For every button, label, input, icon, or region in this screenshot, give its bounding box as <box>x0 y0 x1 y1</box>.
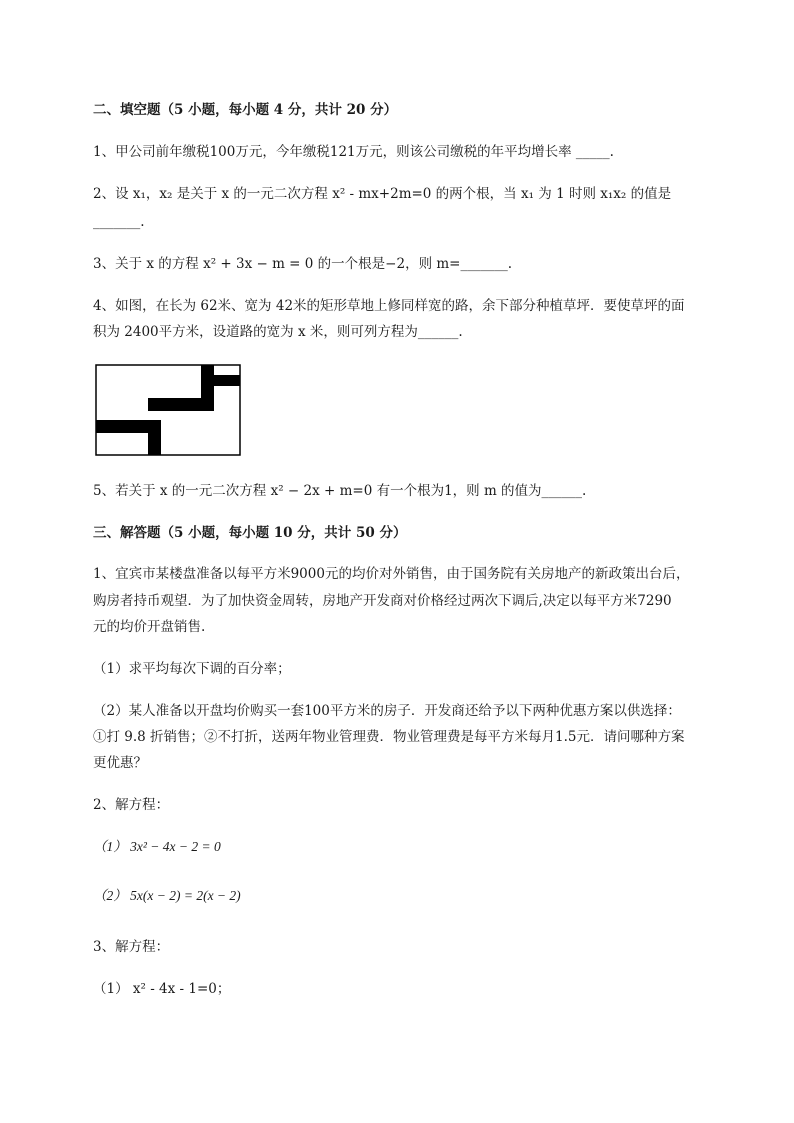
fill-question-2-line2: _______. <box>93 214 145 230</box>
solve-question-1-part1: （1）求平均每次下调的百分率； <box>93 661 291 677</box>
solve-question-1-line2: 购房者持币观望．为了加快资金周转，房地产开发商对价格经过两次下调后,决定以每平方米7290 <box>93 593 672 609</box>
fill-question-1: 1、甲公司前年缴税100万元，今年缴税121万元，则该公司缴税的年平均增长率 _____. <box>93 144 614 160</box>
solve-question-2: 2、解方程： <box>93 797 170 813</box>
solve-question-1-part2-line2: ①打 9.8 折销售；②不打折，送两年物业管理费．物业管理费是每平方米每月1.5元．请问哪种方案 <box>93 729 685 745</box>
section3-heading: 三、解答题（5 小题，每小题 10 分，共计 50 分） <box>93 525 407 541</box>
road-segment-right-horizontal <box>201 375 240 386</box>
fill-question-4-line2: 积为 2400平方米，设道路的宽为 x 米，则可列方程为______. <box>93 324 463 340</box>
road-segment-left-vertical <box>148 420 161 455</box>
section2-heading: 二、填空题（5 小题，每小题 4 分，共计 20 分） <box>93 102 398 118</box>
solve-question-2-part1: （1） 3x² − 4x − 2 = 0 <box>93 839 221 854</box>
lawn-road-figure <box>95 364 241 456</box>
solve-question-1-part2-line3: 更优惠？ <box>93 755 147 771</box>
road-segment-middle-vertical <box>201 365 214 411</box>
solve-question-1-line3: 元的均价开盘销售. <box>93 619 206 635</box>
solve-question-1-line1: 1、宜宾市某楼盘准备以每平方米9000元的均价对外销售，由于国务院有关房地产的新政策出台后， <box>93 566 690 582</box>
solve-question-1-part2-line1: （2）某人准备以开盘均价购买一套100平方米的房子．开发商还给予以下两种优惠方案以供选择： <box>93 703 681 719</box>
solve-question-3: 3、解方程： <box>93 939 170 955</box>
fill-question-5: 5、若关于 x 的一元二次方程 x² − 2x + m=0 有一个根为1，则 m 的值为______. <box>93 483 587 499</box>
fill-question-2-line1: 2、设 x₁，x₂ 是关于 x 的一元二次方程 x² - mx+2m=0 的两个根，当 x₁ 为 1 时则 x₁x₂ 的值是 <box>93 186 672 202</box>
solve-question-2-part2: （2） 5x(x − 2) = 2(x − 2) <box>93 888 241 903</box>
fill-question-4-line1: 4、如图，在长为 62米、宽为 42米的矩形草地上修同样宽的路，余下部分种植草坪．要使草坪的面 <box>93 298 685 314</box>
fill-question-3: 3、关于 x 的方程 x² + 3x − m = 0 的一个根是−2，则 m=_______. <box>93 256 513 272</box>
solve-question-3-part1: （1） x² - 4x - 1=0； <box>93 981 231 997</box>
